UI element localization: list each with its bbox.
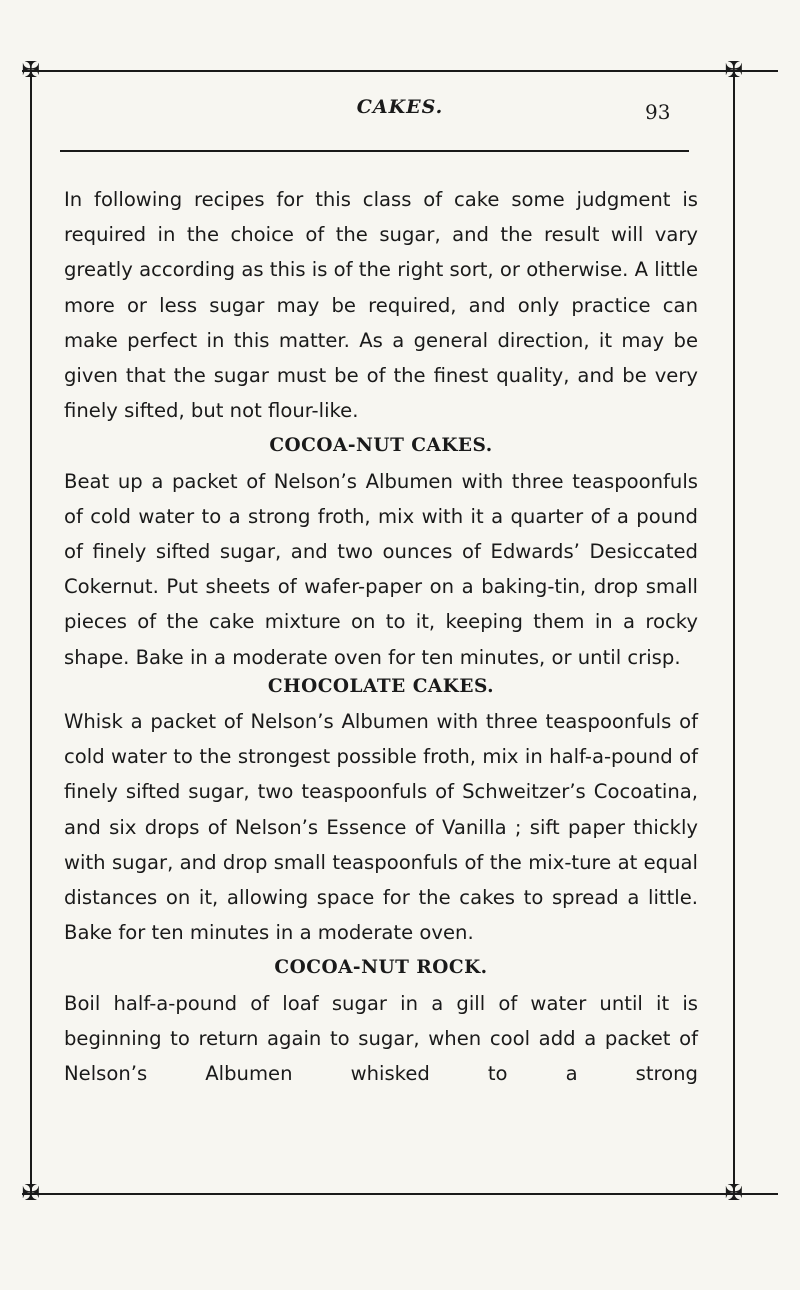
corner-ornament-top-right-icon: ✠ bbox=[724, 58, 744, 83]
corner-ornament-bottom-left-icon: ✠ bbox=[21, 1181, 41, 1206]
cocoanut-cakes-paragraph: Beat up a packet of Nelson’s Albumen with three teaspoonfuls of cold water to a strong froth, mix with it a quarter of a pound of finely sifted sugar, and two ounces of Edwards’ Desiccated Cokernut. Put sheets of wafer-paper on a baking-tin, drop small pieces of the cake mixture on to it, keeping them in a rocky shape. Bake in a moderate oven for ten minutes, or until crisp. bbox=[64, 469, 698, 669]
frame-left-rule bbox=[30, 70, 32, 1195]
frame-right-rule bbox=[733, 70, 735, 1195]
page-content bbox=[64, 182, 698, 1091]
cocoanut-rock-heading: COCOA-NUT ROCK. bbox=[274, 957, 488, 979]
corner-ornament-bottom-right-icon: ✠ bbox=[724, 1181, 744, 1206]
corner-ornament-top-left-icon: ✠ bbox=[21, 58, 41, 83]
frame-top-rule bbox=[22, 70, 778, 72]
header-rule bbox=[60, 150, 689, 152]
page-number: 93 bbox=[645, 100, 671, 124]
frame-bottom-rule bbox=[22, 1193, 778, 1195]
chocolate-cakes-paragraph: Whisk a packet of Nelson’s Albumen with three teaspoonfuls of cold water to the strongest possible froth, mix in half-a-pound of finely sifted sugar, two teaspoonfuls of Schweitzer’s Cocoatina, and six drops of Nelson’s Essence of Vanilla ; sift paper thickly with sugar, and drop small teaspoonfuls of the mix-ture at equal distances on it, allowing space for the cakes to spread a little. Bake for ten minutes in a moderate oven. bbox=[64, 710, 698, 945]
cocoanut-cakes-heading: COCOA-NUT CAKES. bbox=[269, 435, 493, 457]
intro-paragraph: In following recipes for this class of cake some judgment is required in the choice of the sugar, and the result will vary greatly according as this is of the right sort, or otherwise. A little more or less sugar may be required, and only practice can make perfect in this matter. As a general direction, it may be given that the sugar must be of the finest quality, and be very finely sifted, but not flour-like. bbox=[64, 188, 698, 423]
chocolate-cakes-heading: CHOCOLATE CAKES. bbox=[267, 675, 495, 697]
running-header-title: CAKES. bbox=[356, 96, 444, 118]
cocoanut-rock-paragraph: Boil half-a-pound of loaf sugar in a gill of water until it is beginning to return again to sugar, when cool add a packet of Nelson’s Albumen whisked to a strong bbox=[64, 991, 698, 1086]
